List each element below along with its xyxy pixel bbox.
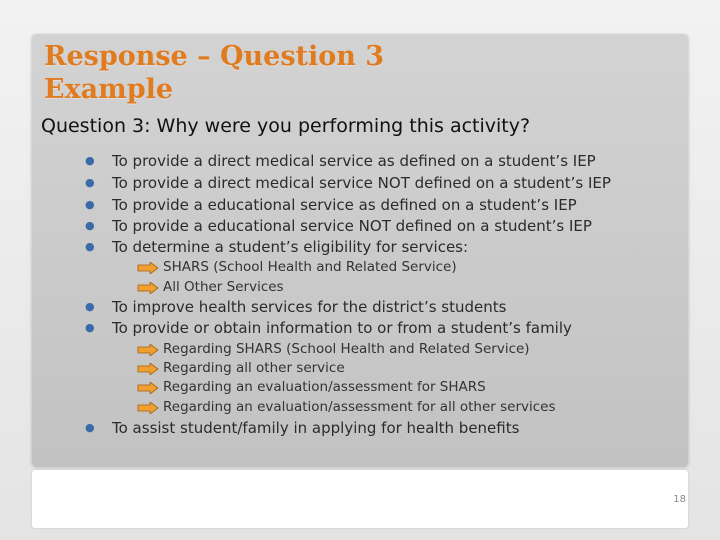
bullet-dot-icon: ● xyxy=(85,154,95,167)
arrow-right-icon xyxy=(137,344,159,356)
bullet-dot-icon: ● xyxy=(85,321,95,334)
bullet-dot-icon: ● xyxy=(85,198,95,211)
bullet-dot-icon: ● xyxy=(85,300,95,313)
slide: Response – Question 3 Example Question 3: Why were you performing this activity? ● To provide a direct medical service as defined on a student’s IEP ● To provide a direct medical service NOT defined on a student’s IEP ● To provide a educational service as defined on a student’s IEP ● To provide a educational service NOT defined on a student’s IEP ● To determine a student’s eligibility for services: SHARS (School Health and Related Service) All Other Services ● To improve health services for the district’s students ● To provide or obtain information to or from a student’s family Regarding SHARS (School Health and Related Service) Regarding all other service Regarding an evaluation/assessment for SHARS Regarding an evaluation/assessment for all other services ● To assist student/family in applying for health benefits 18 xyxy=(0,0,720,540)
arrow-right-icon xyxy=(137,402,159,414)
bullet-dot-icon: ● xyxy=(85,421,95,434)
page-number: 18 xyxy=(673,494,686,505)
footer-panel xyxy=(32,470,688,528)
bullet-dot-icon: ● xyxy=(85,219,95,232)
arrow-right-icon xyxy=(137,282,159,294)
slide-title-line2: Example xyxy=(44,74,174,105)
bullet-dot-icon: ● xyxy=(85,240,95,253)
arrow-right-icon xyxy=(137,382,159,394)
arrow-right-icon xyxy=(137,363,159,375)
bullet-dot-icon: ● xyxy=(85,176,95,189)
slide-title xyxy=(44,40,384,106)
question-heading: Question 3: Why were you performing this activity? xyxy=(41,115,531,137)
arrow-right-icon xyxy=(137,262,159,274)
slide-title-line1: Response – Question 3 xyxy=(44,41,385,72)
